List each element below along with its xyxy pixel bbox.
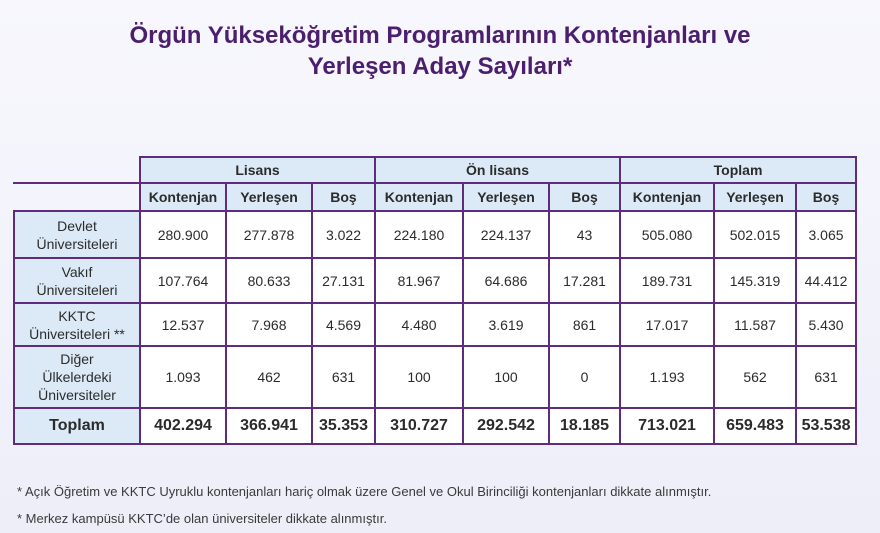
table-cell: 81.967 [375, 258, 463, 303]
table-cell: 631 [312, 346, 375, 408]
table-cell: 12.537 [140, 303, 226, 346]
table-cell: 505.080 [620, 211, 714, 258]
row-label: KKTC Üniversiteleri ** [14, 303, 140, 346]
corner-blank [14, 157, 140, 183]
table-cell: 562 [714, 346, 796, 408]
table-cell: 189.731 [620, 258, 714, 303]
total-row [14, 408, 856, 444]
table-cell: 17.281 [549, 258, 620, 303]
row-label: Diğer Ülkelerdeki Üniversiteler [14, 346, 140, 408]
column-header: Boş [312, 183, 375, 211]
table-cell: 4.480 [375, 303, 463, 346]
table-cell: 502.015 [714, 211, 796, 258]
total-cell: 402.294 [140, 408, 226, 444]
table-cell: 64.686 [463, 258, 549, 303]
table-cell: 1.093 [140, 346, 226, 408]
table-cell: 277.878 [226, 211, 312, 258]
table-cell: 224.137 [463, 211, 549, 258]
title-line-2: Yerleşen Aday Sayıları* [307, 53, 573, 80]
footnote: * Merkez kampüsü KKTC’de olan üniversiteler dikkate alınmıştır. [17, 511, 387, 526]
table-row [14, 303, 856, 346]
table-cell: 145.319 [714, 258, 796, 303]
total-cell: 35.353 [312, 408, 375, 444]
table-cell: 100 [375, 346, 463, 408]
group-header-row [14, 157, 856, 183]
footnote: * Açık Öğretim ve KKTC Uyruklu kontenjanları hariç olmak üzere Genel ve Okul Birinciliği kontenjanları dikkate alınmıştır. [17, 484, 712, 499]
page-title [0, 20, 880, 82]
total-cell: 659.483 [714, 408, 796, 444]
table-cell: 3.065 [796, 211, 856, 258]
group-header-lisans: Lisans [140, 157, 375, 183]
table-row [14, 211, 856, 258]
table-cell: 0 [549, 346, 620, 408]
column-header: Boş [796, 183, 856, 211]
table-cell: 631 [796, 346, 856, 408]
total-cell: 292.542 [463, 408, 549, 444]
table-cell: 107.764 [140, 258, 226, 303]
column-header: Kontenjan [375, 183, 463, 211]
table-cell: 43 [549, 211, 620, 258]
table-cell: 3.619 [463, 303, 549, 346]
total-cell: 310.727 [375, 408, 463, 444]
column-header: Yerleşen [714, 183, 796, 211]
total-cell: 366.941 [226, 408, 312, 444]
table-cell: 44.412 [796, 258, 856, 303]
row-label: Vakıf Üniversiteleri [14, 258, 140, 303]
table-cell: 861 [549, 303, 620, 346]
table-cell: 1.193 [620, 346, 714, 408]
row-label: Devlet Üniversiteleri [14, 211, 140, 258]
sub-header-row [14, 183, 856, 211]
table-cell: 80.633 [226, 258, 312, 303]
placement-table [13, 156, 857, 445]
table-cell: 100 [463, 346, 549, 408]
corner-blank-2 [14, 183, 140, 211]
column-header: Yerleşen [226, 183, 312, 211]
total-cell: 713.021 [620, 408, 714, 444]
table-cell: 4.569 [312, 303, 375, 346]
total-cell: 18.185 [549, 408, 620, 444]
table-cell: 11.587 [714, 303, 796, 346]
group-header-on-lisans: Ön lisans [375, 157, 620, 183]
total-cell: 53.538 [796, 408, 856, 444]
table-row [14, 346, 856, 408]
table-cell: 224.180 [375, 211, 463, 258]
table-cell: 5.430 [796, 303, 856, 346]
table-cell: 3.022 [312, 211, 375, 258]
table-cell: 7.968 [226, 303, 312, 346]
footnotes [17, 478, 711, 532]
group-header-toplam: Toplam [620, 157, 856, 183]
title-line-1: Örgün Yükseköğretim Programlarının Kontenjanları ve [129, 22, 751, 49]
table-cell: 17.017 [620, 303, 714, 346]
column-header: Boş [549, 183, 620, 211]
column-header: Kontenjan [140, 183, 226, 211]
column-header: Yerleşen [463, 183, 549, 211]
table-cell: 462 [226, 346, 312, 408]
total-label: Toplam [14, 408, 140, 444]
column-header: Kontenjan [620, 183, 714, 211]
table-cell: 27.131 [312, 258, 375, 303]
table-row [14, 258, 856, 303]
table-cell: 280.900 [140, 211, 226, 258]
